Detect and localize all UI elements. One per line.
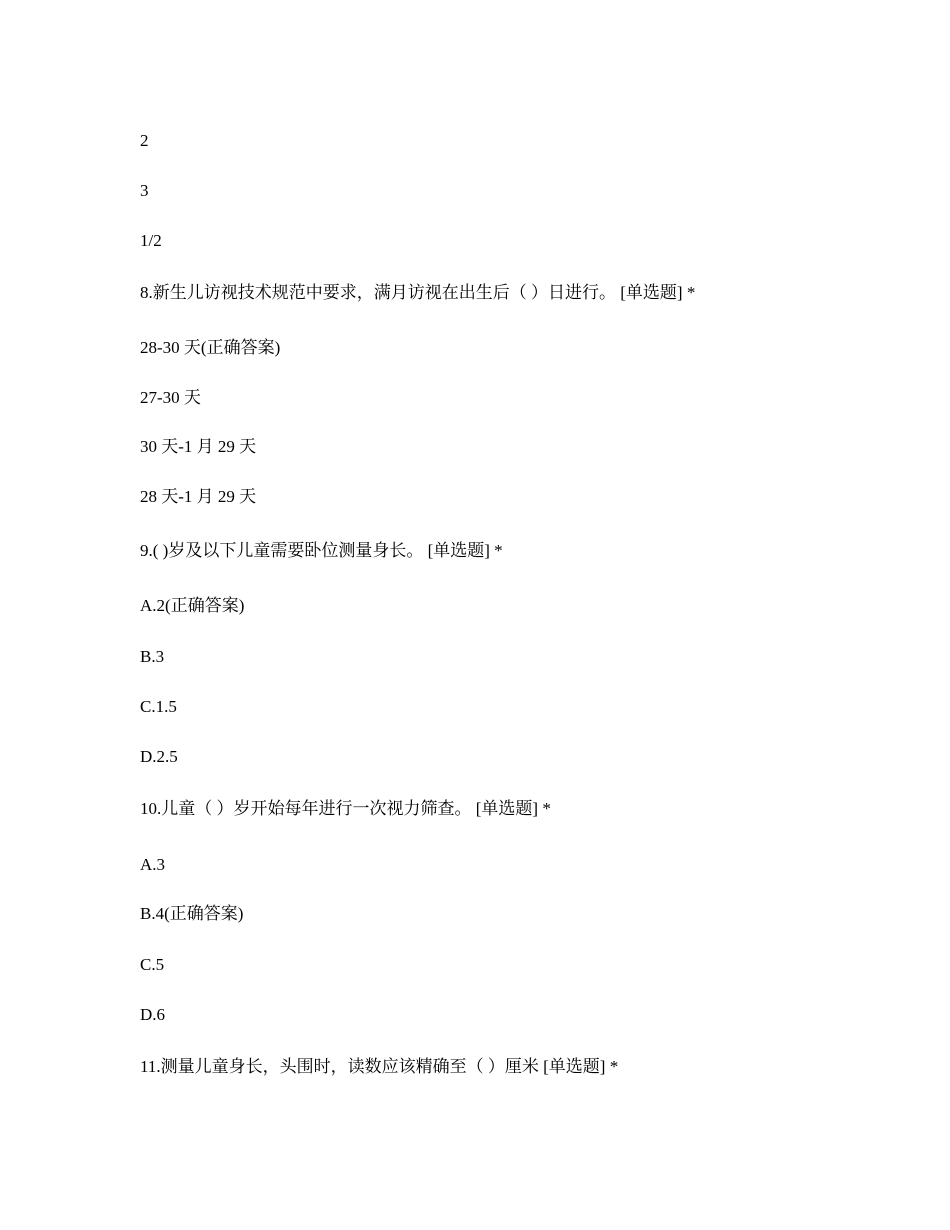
option-text: A.3 (140, 855, 166, 874)
question-10: 10.儿童（ ）岁开始每年进行一次视力筛查。 [单选题] * (140, 799, 551, 818)
option-text: B.3 (140, 647, 165, 666)
option-text: 1/2 (140, 231, 162, 250)
question-8: 8.新生儿访视技术规范中要求，满月访视在出生后（ ）日进行。 [单选题] * (140, 283, 696, 302)
option-text: 27-30 天 (140, 388, 201, 407)
option-text: 28 天-1 月 29 天 (140, 487, 257, 506)
question-11: 11.测量儿童身长，头围时，读数应该精确至（ ）厘米 [单选题] * (140, 1057, 619, 1076)
option-text: D.2.5 (140, 747, 178, 766)
option-text: 2 (140, 131, 149, 150)
option-text: 28-30 天(正确答案) (140, 338, 281, 357)
option-text: A.2(正确答案) (140, 596, 245, 615)
question-9: 9.( )岁及以下儿童需要卧位测量身长。 [单选题] * (140, 541, 503, 560)
option-text: C.5 (140, 955, 165, 974)
option-text: D.6 (140, 1005, 166, 1024)
option-text: 3 (140, 181, 149, 200)
option-text: C.1.5 (140, 697, 177, 716)
option-text: B.4(正确答案) (140, 904, 244, 923)
option-text: 30 天-1 月 29 天 (140, 437, 257, 456)
